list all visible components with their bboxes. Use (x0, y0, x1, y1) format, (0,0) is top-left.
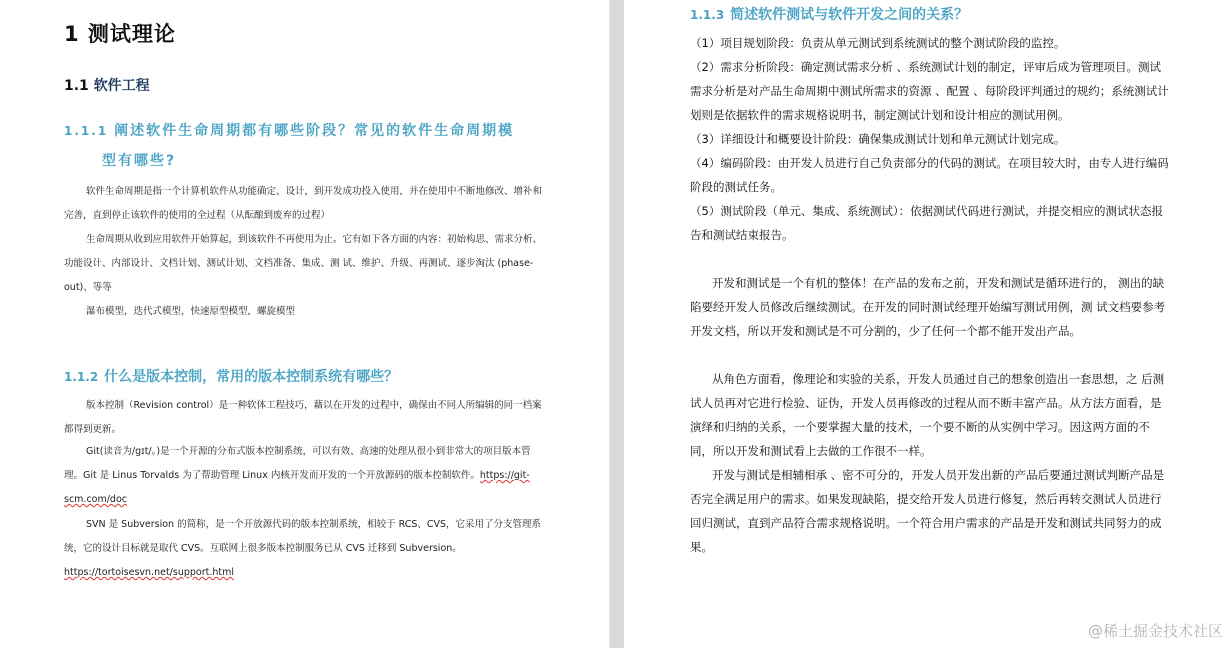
paragraph-svn (64, 513, 544, 585)
paragraph-lifecycle-definition: 软件生命周期是指一个计算机软件从功能确定、设计，到开发成功投入使用，并在使用中不断地修改、增补和完善，直到停止该软件的使用的全过程（从酝酿到废弃的过程） (64, 186, 543, 221)
document-page-left (0, 0, 609, 648)
heading-1: 1 测试理论 (64, 22, 176, 46)
heading-title: 简述软件测试与软件开发之间的关系？ (730, 7, 969, 23)
paragraph-dev-test-whole: 开发和测试是一个有机的整体！在产品的发布之前，开发和测试是循环进行的， 测出的缺陷要经开发人员修改后继续测试。在开发的同时测试经理开始编写测试用例，测 试文档要参考开发文档，所以开发和测试是不可分割的，少了任何一个都不能开发出产品。 (690, 276, 1166, 338)
list-item-coding: （4）编码阶段：由开发人员进行自己负责部分的代码的测试。在项目较大时，由专人进行编码阶段的测试任务。 (690, 156, 1169, 194)
svn-text: SVN 是 Subversion 的简称，是一个开放源代码的版本控制系统，相较于 RCS、CVS，它采用了分支管理系统，它的设计目标就是取代 CVS。互联网上很多版本控制服务已从 CVS 迁移到 Subversion。 (64, 519, 542, 554)
git-text: Git(读音为/gɪt/。)是一个开源的分布式版本控制系统，可以有效、高速的处理从很小到非常大的项目版本管理。Git 是 Linus Torvalds 为了帮助管理 Linux 内核开发而开发的一个开放源码的版本控制软件。 (64, 446, 531, 481)
paragraph-complementary: 开发与测试是相辅相承 、密不可分的，开发人员开发出新的产品后要通过测试判断产品是否完全满足用户的需求。如果发现缺陷，提交给开发人员进行修复，然后再转交测试人员进行回归测试，直到产品符合需求规格说明。一个符合用户需求的产品是开发和测试共同努力的成果。 (690, 468, 1165, 554)
heading-title: 什么是版本控制，常用的版本控制系统有哪些？ (104, 369, 399, 385)
heading-number: 1.1.3 (690, 8, 725, 22)
heading-1-1 (64, 75, 150, 95)
paragraph-version-control: 版本控制（Revision control）是一种软体工程技巧，藉以在开发的过程中，确保由不同人所编辑的同一档案都得到更新。 (64, 400, 542, 435)
list-item-design: （3）详细设计和概要设计阶段：确保集成测试计划和单元测试计划完成。 (690, 132, 1066, 146)
heading-title-line1: 阐述软件生命周期都有哪些阶段？常见的软件生命周期模 (114, 123, 515, 139)
heading-1-1-2 (64, 362, 554, 392)
heading-number: 1.1 (64, 78, 89, 94)
paragraph-lifecycle-content: 生命周期从收到应用软件开始算起，到该软件不再使用为止。它有如下各方面的内容：初始构思、需求分析、功能设计、内部设计、文档计划、测试计划、文档准备、集成、测 试、维护、升级、再测试、逐步淘汰 (phase-out)、等等 (64, 234, 543, 293)
svn-support-link[interactable]: https://tortoisesvn.net/support.html (64, 567, 235, 578)
heading-number: 1.1.1 (64, 124, 109, 138)
watermark: @稀土掘金技术社区 (1087, 622, 1223, 640)
list-item-testing: （5）测试阶段（单元、集成、系统测试）：依据测试代码进行测试，并提交相应的测试状态报告和测试结束报告。 (690, 204, 1164, 242)
heading-title: 软件工程 (93, 78, 150, 94)
list-item-requirements: （2）需求分析阶段：确定测试需求分析 、系统测试计划的制定，评审后成为管理项目。测试需求分析是对产品生命周期中测试所需求的资源 、配置 、每阶段评判通过的规约；系统测试计划则是依据软件的需求规格说明书，制定测试计划和设计相应的测试用例。 (690, 60, 1169, 122)
page-gutter (609, 0, 624, 648)
list-item-planning: （1）项目规划阶段：负责从单元测试到系统测试的整个测试阶段的监控。 (690, 36, 1066, 50)
paragraph-role-method: 从角色方面看，像理论和实验的关系，开发人员通过自己的想象创造出一套思想，之 后测试人员再对它进行检验、证伪，开发人员再修改的过程从而不断丰富产品。从方法方面看，是演绎和归纳的关系，一个要掌握大量的技术，一个要不断的从实例中学习。因这两方面的不同，所以开发和测试看上去做的工作很不一样。 (690, 372, 1165, 458)
heading-1-1-1 (64, 116, 554, 176)
paragraph-git (64, 440, 544, 512)
git-doc-link[interactable]: https://git-scm.com/doc (64, 470, 530, 505)
heading-1-1-3 (690, 0, 1170, 30)
paragraph-lifecycle-models: 瀑布模型，迭代式模型，快速原型模型，螺旋模型 (86, 306, 296, 317)
heading-number: 1.1.2 (64, 370, 99, 384)
heading-title-line2: 型有哪些? (102, 153, 177, 169)
